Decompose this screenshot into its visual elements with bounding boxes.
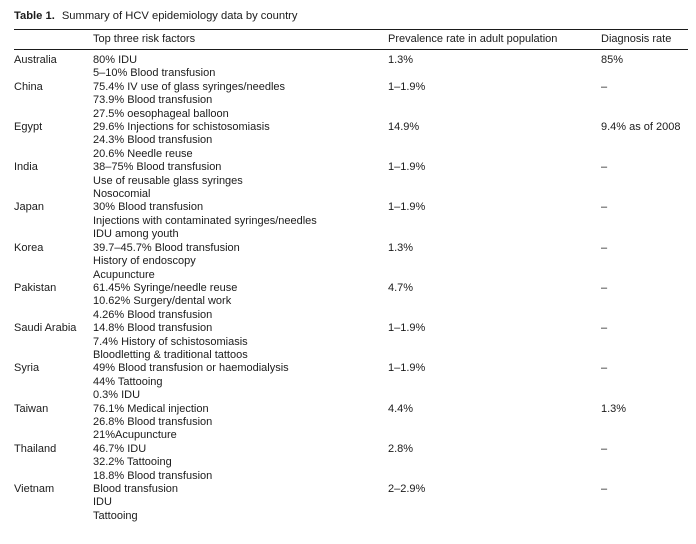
diagnosis-cell: – (601, 322, 608, 335)
risk-factor-line: Bloodletting & traditional tattoos (93, 348, 248, 361)
diagnosis-cell: – (601, 442, 608, 455)
table-row (14, 81, 688, 121)
table-row (14, 121, 688, 161)
risk-factor-line: IDU (93, 496, 112, 509)
risk-factors-cell (93, 81, 388, 121)
country-cell: Taiwan (14, 402, 49, 415)
diagnosis-column-header: Diagnosis rate (601, 30, 688, 50)
prevalence-cell: 1–1.9% (388, 362, 426, 375)
country-cell: Syria (14, 362, 40, 375)
table-row (14, 483, 688, 523)
risk-factor-line: 10.62% Surgery/dental work (93, 295, 232, 308)
country-cell: Saudi Arabia (14, 322, 77, 335)
risk-factor-line: Injections with contaminated syringes/needles (93, 214, 317, 227)
risk-factor-line: 14.8% Blood transfusion (93, 322, 213, 335)
risk-factor-line: 75.4% IV use of glass syringes/needles (93, 80, 286, 93)
country-cell: Korea (14, 241, 44, 254)
prevalence-cell: 4.4% (388, 402, 414, 415)
table-row (14, 403, 688, 443)
risk-factor-line: 4.26% Blood transfusion (93, 308, 213, 321)
table-row (14, 201, 688, 241)
risk-factor-line: 49% Blood transfusion or haemodialysis (93, 362, 289, 375)
risk-factor-line: IDU among youth (93, 228, 179, 241)
country-cell: Egypt (14, 121, 43, 134)
risk-factor-line: Nosocomial (93, 188, 151, 201)
country-cell: Vietnam (14, 483, 55, 495)
diagnosis-cell: – (601, 362, 608, 375)
risk-factors-cell (93, 322, 388, 362)
hcv-epidemiology-table (14, 29, 688, 523)
table-row (14, 242, 688, 282)
prevalence-cell: 14.9% (388, 121, 420, 134)
diagnosis-cell: – (601, 483, 608, 495)
country-cell: Pakistan (14, 281, 57, 294)
risk-factor-line: 27.5% oesophageal balloon (93, 107, 229, 120)
diagnosis-cell: – (601, 80, 608, 93)
risk-factor-line: 76.1% Medical injection (93, 402, 209, 415)
table-row (14, 443, 688, 483)
table-row (14, 322, 688, 362)
country-cell: China (14, 80, 43, 93)
table-header (14, 30, 688, 50)
header-row (14, 30, 688, 50)
prevalence-cell: 2–2.9% (388, 483, 426, 495)
diagnosis-cell: – (601, 281, 608, 294)
prevalence-column-header: Prevalence rate in adult population (388, 30, 601, 50)
risk-factors-cell (93, 242, 388, 282)
prevalence-cell: 2.8% (388, 442, 414, 455)
risk-factor-line: 21%Acupuncture (93, 429, 177, 442)
risk-factor-line: 73.9% Blood transfusion (93, 94, 213, 107)
risk-factor-line: Tattooing (93, 509, 138, 522)
country-cell: Australia (14, 54, 57, 66)
risk-factor-line: 61.45% Syringe/needle reuse (93, 281, 238, 294)
risk-factor-line: Acupuncture (93, 268, 155, 281)
country-cell: Thailand (14, 442, 57, 455)
diagnosis-cell: – (601, 241, 608, 254)
risk-factor-line: 5–10% Blood transfusion (93, 67, 216, 80)
risk-factor-line: Blood transfusion (93, 483, 178, 495)
diagnosis-cell: 85% (601, 54, 624, 66)
risk-factor-line: 44% Tattooing (93, 375, 163, 388)
prevalence-cell: 1.3% (388, 54, 414, 66)
country-cell: Japan (14, 201, 44, 214)
risk-factor-line: 39.7–45.7% Blood transfusion (93, 241, 240, 254)
risk-factor-line: 24.3% Blood transfusion (93, 134, 213, 147)
risk-factors-cell (93, 443, 388, 483)
table-row (14, 362, 688, 402)
table-row (14, 282, 688, 322)
risk-factors-cell (93, 201, 388, 241)
table-row (14, 50, 688, 81)
risk-factors-cell (93, 483, 388, 523)
prevalence-cell: 1–1.9% (388, 322, 426, 335)
risk-factors-cell (93, 282, 388, 322)
table-caption (14, 10, 696, 22)
prevalence-cell: 1–1.9% (388, 161, 426, 174)
prevalence-cell: 4.7% (388, 281, 414, 294)
risk-factor-line: 0.3% IDU (93, 389, 141, 402)
risk-factors-cell (93, 121, 388, 161)
risk-factor-line: 32.2% Tattooing (93, 456, 172, 469)
country-cell: India (14, 161, 38, 174)
diagnosis-cell: 9.4% as of 2008 (601, 121, 681, 134)
risk-factor-line: History of endoscopy (93, 255, 196, 268)
risk-factors-column-header: Top three risk factors (93, 30, 388, 50)
prevalence-cell: 1.3% (388, 241, 414, 254)
risk-factor-line: 29.6% Injections for schistosomiasis (93, 121, 270, 134)
risk-factors-cell (93, 161, 388, 201)
diagnosis-cell: – (601, 201, 608, 214)
diagnosis-cell: 1.3% (601, 402, 627, 415)
risk-factor-line: 38–75% Blood transfusion (93, 161, 222, 174)
table-label: Table 1. (14, 10, 55, 22)
risk-factor-line: 7.4% History of schistosomiasis (93, 335, 248, 348)
risk-factor-line: 30% Blood transfusion (93, 201, 204, 214)
risk-factor-line: 18.8% Blood transfusion (93, 469, 213, 482)
caption-text: Summary of HCV epidemiology data by country (61, 10, 298, 22)
risk-factor-line: 46.7% IDU (93, 442, 147, 455)
risk-factor-line: 80% IDU (93, 54, 138, 66)
prevalence-cell: 1–1.9% (388, 80, 426, 93)
prevalence-cell: 1–1.9% (388, 201, 426, 214)
table-row (14, 161, 688, 201)
risk-factors-cell (93, 50, 388, 81)
risk-factors-cell (93, 403, 388, 443)
risk-factors-cell (93, 362, 388, 402)
risk-factor-line: 20.6% Needle reuse (93, 147, 193, 160)
risk-factor-line: Use of reusable glass syringes (93, 174, 243, 187)
country-column-header (14, 30, 93, 50)
diagnosis-cell: – (601, 161, 608, 174)
table-body (14, 50, 688, 524)
risk-factor-line: 26.8% Blood transfusion (93, 415, 213, 428)
